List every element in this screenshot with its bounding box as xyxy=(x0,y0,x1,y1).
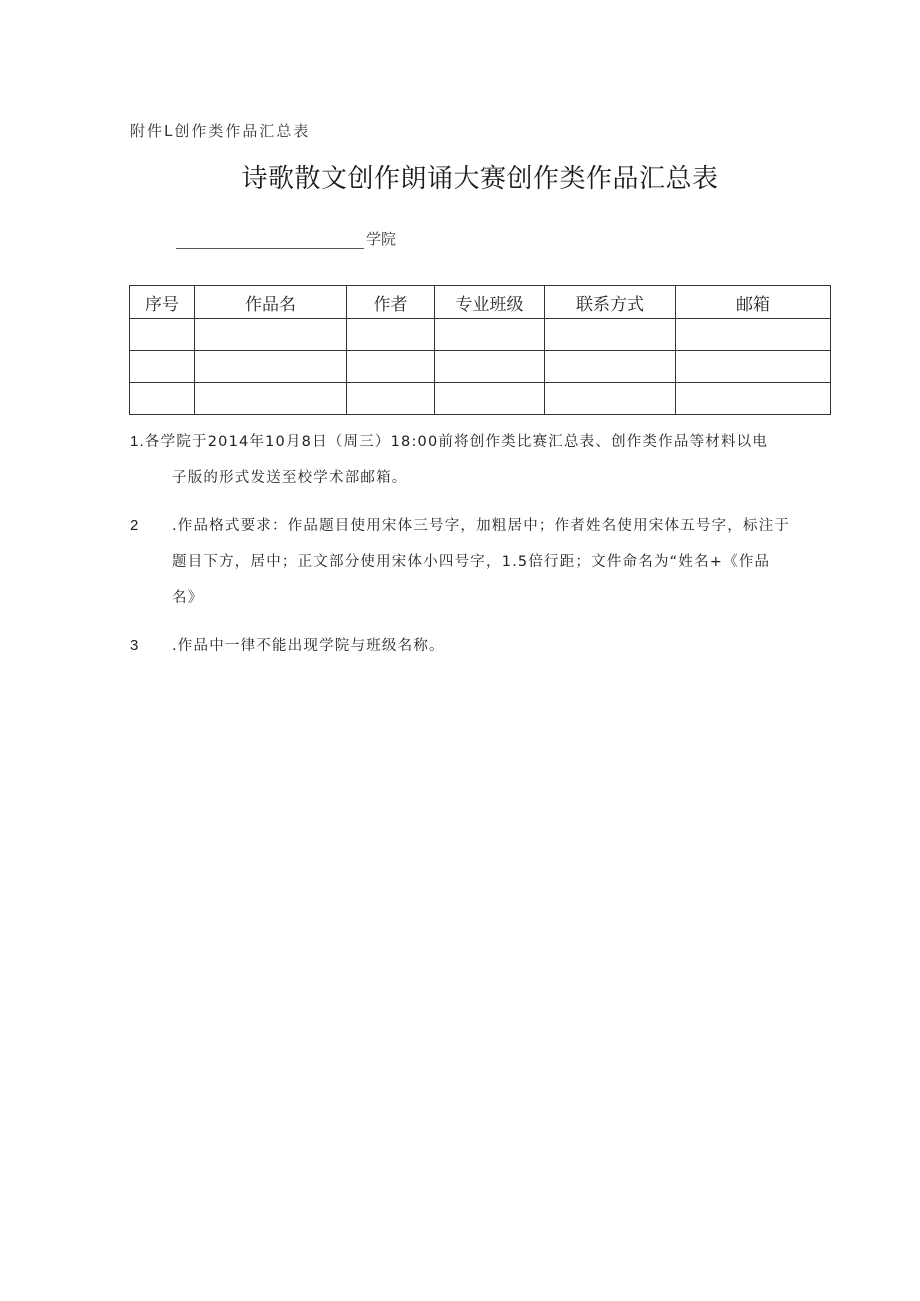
table-cell[interactable] xyxy=(347,319,435,351)
note-item-3 xyxy=(130,628,830,664)
table-cell[interactable] xyxy=(435,383,545,415)
note-body xyxy=(172,628,830,664)
table-cell[interactable] xyxy=(347,383,435,415)
table-cell[interactable] xyxy=(676,383,831,415)
column-header-major-class: 专业班级 xyxy=(435,286,545,319)
table-cell[interactable] xyxy=(545,383,676,415)
note-text: 各学院于2014年10月8日（周三）18:00前将创作类比赛汇总表、创作类作品等材料以电 xyxy=(144,434,769,450)
table-cell[interactable] xyxy=(195,383,347,415)
table-row xyxy=(130,383,831,415)
table-cell[interactable] xyxy=(676,351,831,383)
summary-table xyxy=(129,285,831,415)
column-header-author: 作者 xyxy=(347,286,435,319)
note-item-2-cont xyxy=(130,544,830,616)
column-header-contact: 联系方式 xyxy=(545,286,676,319)
table-row xyxy=(130,351,831,383)
note-1-line-1 xyxy=(130,424,830,460)
table-cell[interactable] xyxy=(347,351,435,383)
note-number: 2 xyxy=(130,517,140,534)
college-name-blank[interactable] xyxy=(176,230,364,249)
note-2-line-2: 题目下方，居中；正文部分使用宋体小四号字，1.5倍行距；文件命名为“姓名+《作品 xyxy=(172,554,771,570)
table-cell[interactable] xyxy=(545,319,676,351)
column-header-index: 序号 xyxy=(130,286,195,319)
college-line xyxy=(176,228,396,249)
table-row xyxy=(130,319,831,351)
notes-section xyxy=(130,424,830,676)
page-title: 诗歌散文创作朗诵大赛创作类作品汇总表 xyxy=(241,164,719,194)
table-header-row xyxy=(130,286,831,319)
column-header-email: 邮箱 xyxy=(676,286,831,319)
attachment-label: 附件L创作类作品汇总表 xyxy=(130,122,311,140)
column-header-work-title: 作品名 xyxy=(195,286,347,319)
table-cell[interactable] xyxy=(130,383,195,415)
note-body xyxy=(172,508,830,544)
table-cell[interactable] xyxy=(130,319,195,351)
table-cell[interactable] xyxy=(676,319,831,351)
note-item-1 xyxy=(130,424,830,496)
table-cell[interactable] xyxy=(545,351,676,383)
table-cell[interactable] xyxy=(435,351,545,383)
note-2-line-1: .作品格式要求：作品题目使用宋体三号字，加粗居中；作者姓名使用宋体五号字，标注于 xyxy=(172,518,791,534)
note-3-line-1: .作品中一律不能出现学院与班级名称。 xyxy=(172,638,445,654)
note-1-line-2: 子版的形式发送至校学术部邮箱。 xyxy=(172,470,408,486)
table-cell[interactable] xyxy=(130,351,195,383)
table-cell[interactable] xyxy=(195,351,347,383)
table-cell[interactable] xyxy=(435,319,545,351)
note-2-line-3: 名》 xyxy=(172,590,204,606)
note-item-2 xyxy=(130,508,830,544)
note-body xyxy=(130,544,830,616)
note-number: 1. xyxy=(130,433,145,450)
note-number: 3 xyxy=(130,637,140,654)
table-cell[interactable] xyxy=(195,319,347,351)
college-suffix: 学院 xyxy=(366,230,397,248)
